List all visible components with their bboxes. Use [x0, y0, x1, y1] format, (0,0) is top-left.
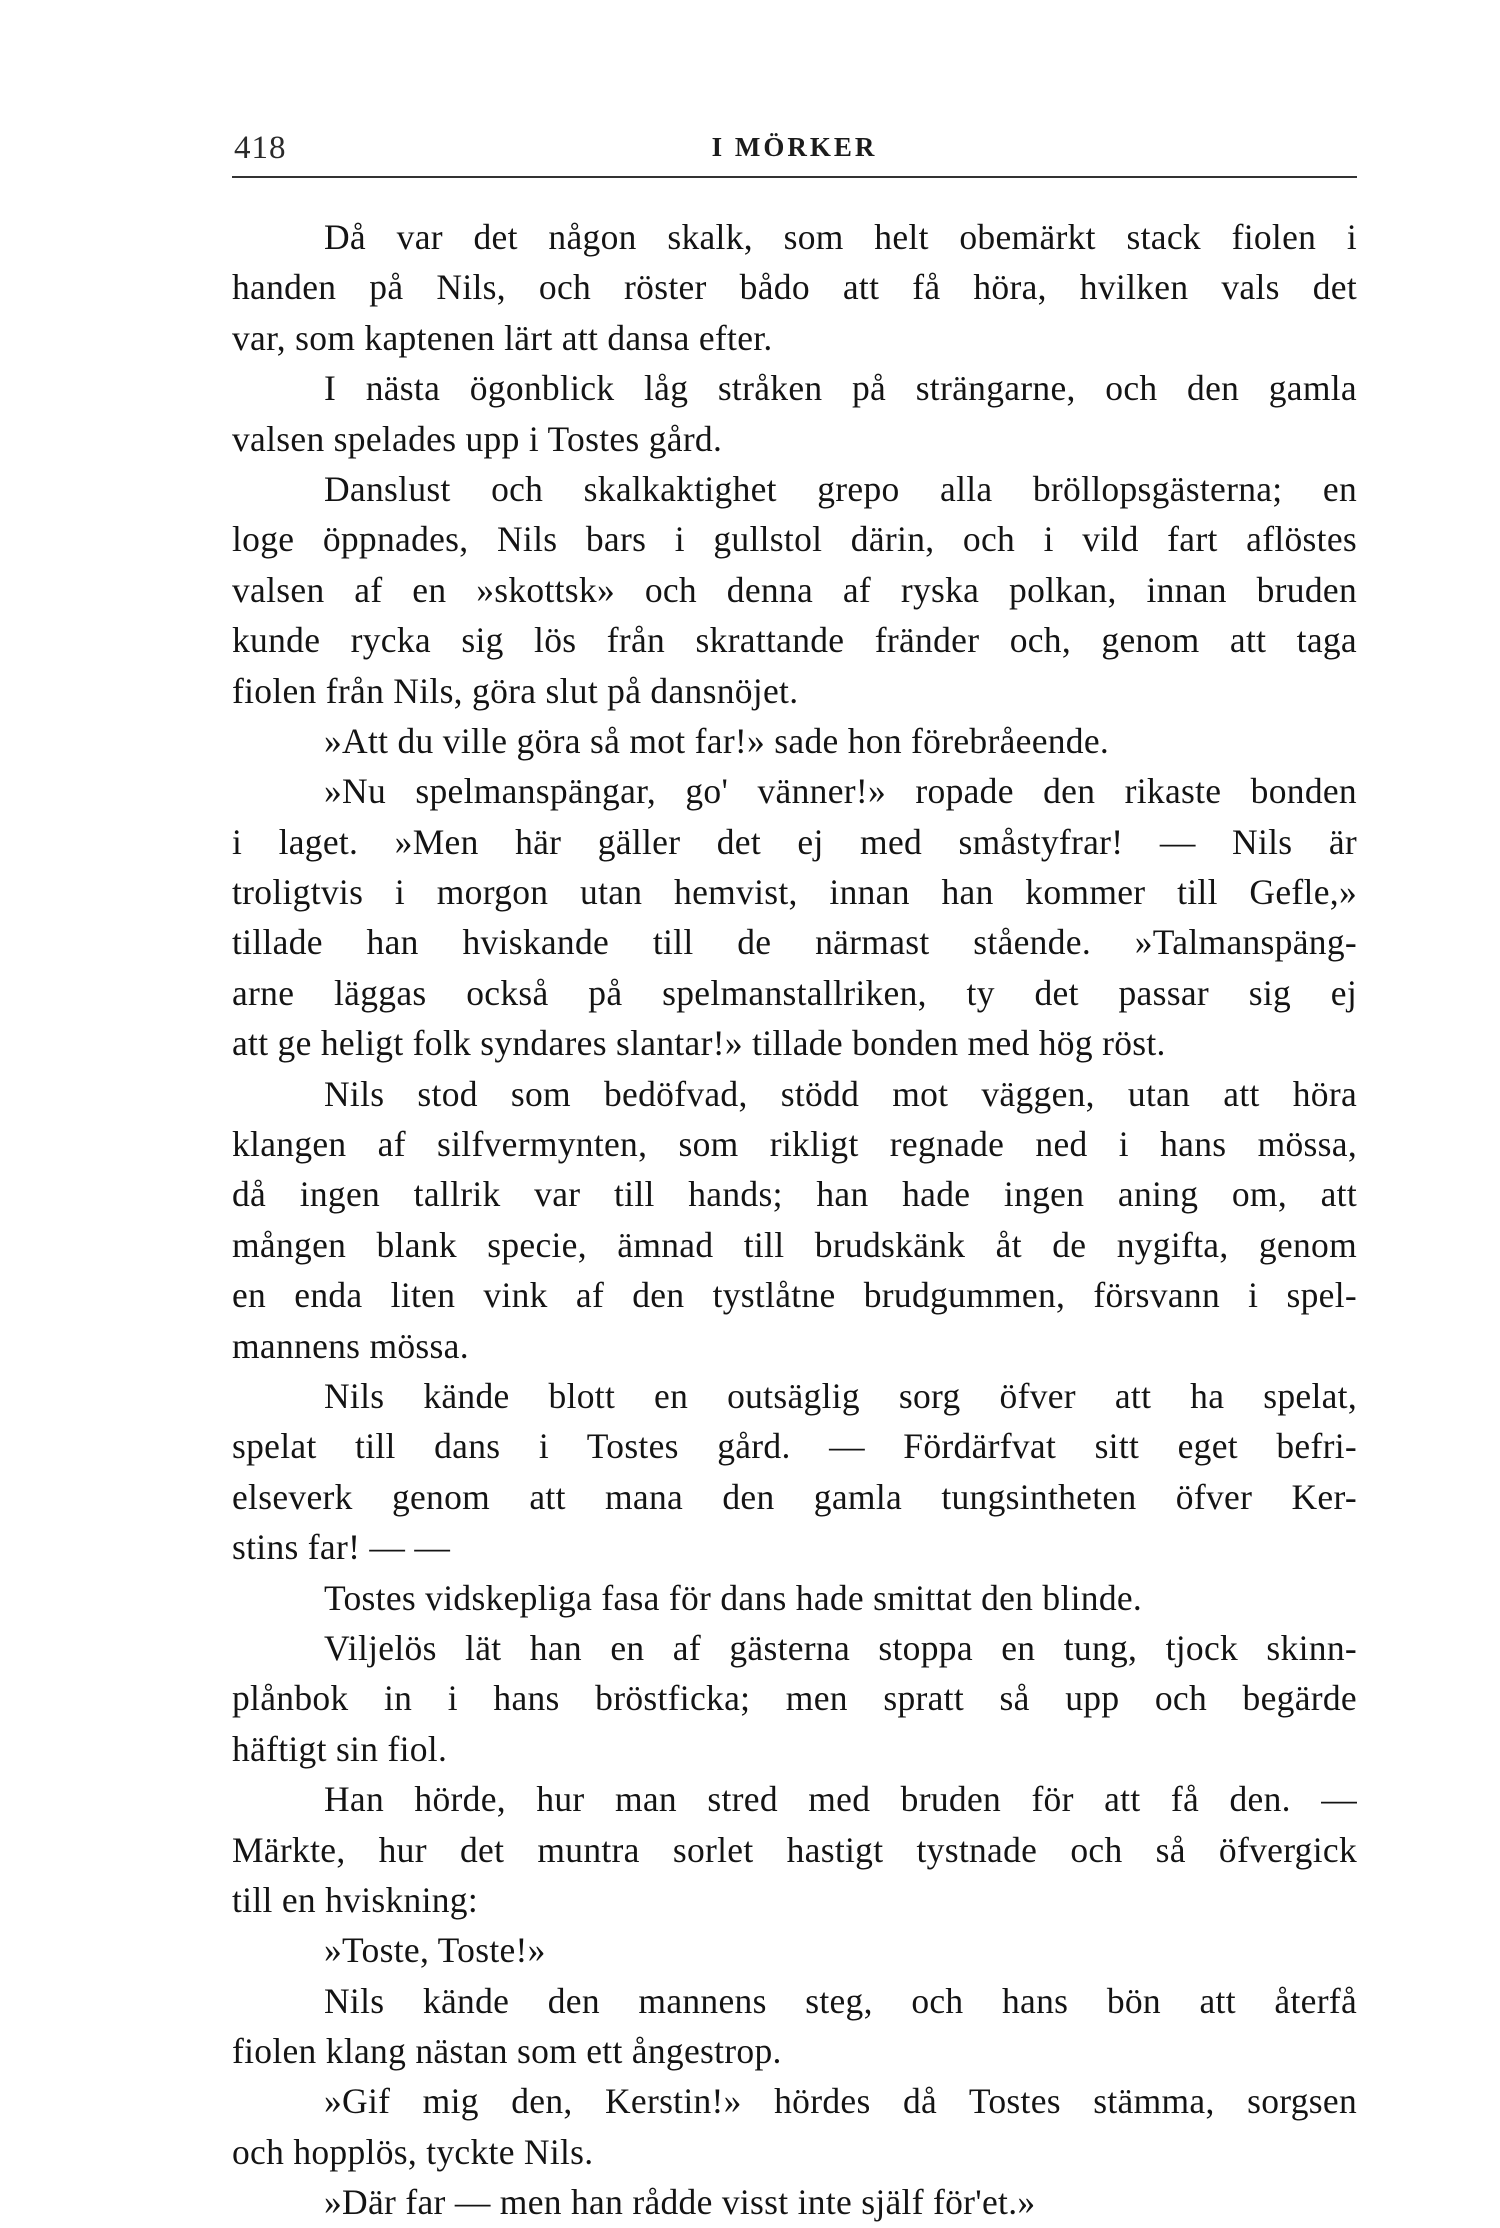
- page-header: [232, 120, 1357, 180]
- body-text: [232, 212, 1357, 2228]
- text-line: valsen spelades upp i Tostes gård.: [232, 418, 723, 459]
- text-line: tillade han hviskande till de närmast stående. »Talmanspäng-: [232, 922, 1357, 963]
- text-line: »Där far — men han rådde visst inte själf för'et.»: [324, 2182, 1036, 2223]
- text-line: I nästa ögonblick låg stråken på strängarne, och den gamla: [324, 368, 1357, 409]
- text-line: Viljelös lät han en af gästerna stoppa en tung, tjock skinn-: [324, 1627, 1357, 1668]
- text-line: mången blank specie, ämnad till brudskänk åt de nygifta, genom: [232, 1224, 1357, 1265]
- text-line: klangen af silfvermynten, som rikligt regnade ned i hans mössa,: [232, 1124, 1357, 1165]
- text-line: Då var det någon skalk, som helt obemärkt stack fiolen i: [324, 217, 1357, 257]
- text-line: handen på Nils, och röster bådo att få höra, hvilken vals det: [232, 267, 1357, 308]
- text-line: till en hviskning:: [232, 1879, 479, 1920]
- text-line: mannens mössa.: [232, 1325, 469, 1366]
- text-line: Nils kände den mannens steg, och hans bön att återfå: [324, 1980, 1357, 2021]
- page-number: 418: [234, 130, 287, 166]
- text-line: då ingen tallrik var till hands; han hade ingen aning om, att: [232, 1174, 1357, 1215]
- text-line: att ge heligt folk syndares slantar!» tillade bonden med hög röst.: [232, 1023, 1166, 1064]
- text-line: elseverk genom att mana den gamla tungsintheten öfver Ker-: [232, 1476, 1357, 1517]
- text-line: kunde rycka sig lös från skrattande fränder och, genom att taga: [232, 620, 1357, 661]
- text-line: stins far! — —: [232, 1527, 451, 1568]
- text-line: fiolen från Nils, göra slut på dansnöjet.: [232, 670, 799, 711]
- text-line: Danslust och skalkaktighet grepo alla bröllopsgästerna; en: [324, 468, 1357, 509]
- text-line: var, som kaptenen lärt att dansa efter.: [232, 317, 773, 358]
- text-line: »Gif mig den, Kerstin!» hördes då Tostes stämma, sorgsen: [324, 2081, 1357, 2122]
- text-line: fiolen klang nästan som ett ångestrop.: [232, 2031, 782, 2072]
- text-line: Tostes vidskepliga fasa för dans hade smittat den blinde.: [324, 1577, 1143, 1618]
- text-line: Nils kände blott en outsäglig sorg öfver att ha spelat,: [324, 1375, 1357, 1416]
- header-rule: [232, 176, 1357, 178]
- text-line: arne läggas också på spelmanstallriken, ty det passar sig ej: [232, 972, 1357, 1013]
- text-line: troligtvis i morgon utan hemvist, innan han kommer till Gefle,»: [232, 872, 1357, 913]
- text-line: loge öppnades, Nils bars i gullstol därin, och i vild fart aflöstes: [232, 519, 1357, 560]
- text-line: plånbok in i hans bröstficka; men spratt så upp och begärde: [232, 1678, 1357, 1719]
- text-line: Nils stod som bedöfvad, stödd mot väggen, utan att höra: [324, 1073, 1357, 1114]
- text-line: spelat till dans i Tostes gård. — Fördärfvat sitt eget befri-: [232, 1426, 1357, 1467]
- text-line: »Toste, Toste!»: [324, 1930, 546, 1971]
- text-line: en enda liten vink af den tystlåtne brudgummen, försvann i spel-: [232, 1275, 1357, 1316]
- text-line: Märkte, hur det muntra sorlet hastigt tystnade och så öfvergick: [232, 1829, 1357, 1870]
- text-line: och hopplös, tyckte Nils.: [232, 2131, 594, 2172]
- running-title: I MÖRKER: [711, 132, 878, 162]
- text-line: häftigt sin fiol.: [232, 1728, 448, 1769]
- text-line: Han hörde, hur man stred med bruden för att få den. —: [324, 1779, 1357, 1820]
- text-line: »Att du ville göra så mot far!» sade hon förebråeende.: [324, 720, 1110, 761]
- text-line: i laget. »Men här gäller det ej med småstyfrar! — Nils är: [232, 821, 1357, 862]
- text-line: valsen af en »skottsk» och denna af ryska polkan, innan bruden: [232, 569, 1357, 610]
- text-line: »Nu spelmanspängar, go' vänner!» ropade den rikaste bonden: [324, 771, 1357, 812]
